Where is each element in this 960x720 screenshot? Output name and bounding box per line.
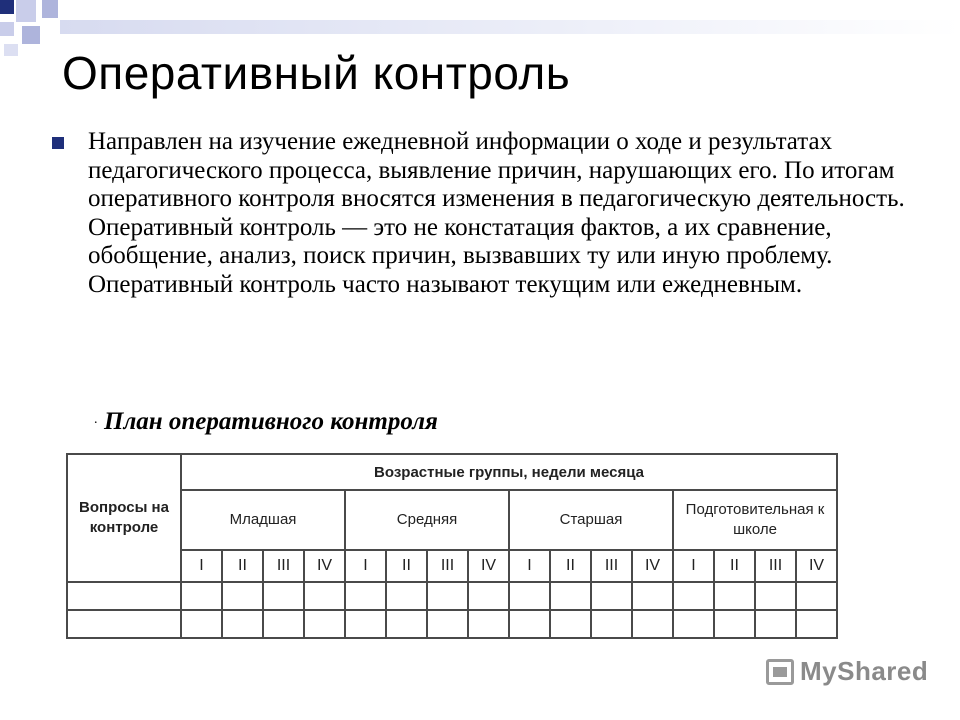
table-cell (263, 582, 304, 610)
table-cell (550, 610, 591, 638)
week-header: IV (632, 550, 673, 582)
week-header: II (222, 550, 263, 582)
week-header: I (181, 550, 222, 582)
body-paragraph: Направлен на изучение ежедневной информации о ходе и результатах педагогического процесса, выявление причин, нарушающих его. По итогам оперативного контроля вносятся изменения в педагогическую деятельность. Оперативный контроль — это не констатация фактов, а их сравнение, обобщение, анализ, поиск причин, вызвавших ту или иную проблему. Оперативный контроль часто называют текущим или ежедневным. (88, 128, 905, 298)
table-cell (509, 610, 550, 638)
table-cell (345, 610, 386, 638)
table-cell (591, 582, 632, 610)
table-cell (181, 610, 222, 638)
week-header: III (427, 550, 468, 582)
bullet-square-icon (52, 137, 64, 149)
myshared-watermark[interactable] (766, 656, 928, 687)
table-cell (755, 582, 796, 610)
decor-square (42, 0, 58, 18)
week-header: III (591, 550, 632, 582)
table-cell (632, 610, 673, 638)
watermark-text: MyShared (800, 656, 929, 686)
week-header: IV (796, 550, 837, 582)
title-bar-decoration (60, 20, 960, 34)
table-cell (591, 610, 632, 638)
plan-dot: . (94, 412, 98, 427)
week-header: III (755, 550, 796, 582)
age-group-header: Младшая (181, 490, 345, 550)
table-cell (181, 582, 222, 610)
table-cell (304, 610, 345, 638)
table-cell (345, 582, 386, 610)
presentation-screen-icon (766, 659, 794, 685)
table-cell (673, 610, 714, 638)
week-header: II (550, 550, 591, 582)
decor-square (0, 0, 14, 14)
week-header: II (714, 550, 755, 582)
table-cell (550, 582, 591, 610)
week-header: I (509, 550, 550, 582)
week-header: I (345, 550, 386, 582)
table-cell (755, 610, 796, 638)
decor-square (22, 26, 40, 44)
plan-title: План оперативного контроля (104, 408, 438, 435)
week-header: III (263, 550, 304, 582)
table-cell (67, 610, 181, 638)
age-group-header: Старшая (509, 490, 673, 550)
table-row (67, 610, 837, 638)
age-group-header: Средняя (345, 490, 509, 550)
table-cell (427, 610, 468, 638)
table-cell (509, 582, 550, 610)
table-row (67, 582, 837, 610)
table-cell (714, 610, 755, 638)
week-header: IV (468, 550, 509, 582)
table-cell (222, 610, 263, 638)
table-cell (304, 582, 345, 610)
decor-square (0, 22, 14, 36)
table-cell (67, 582, 181, 610)
control-plan-table (66, 453, 838, 639)
table-cell (222, 582, 263, 610)
table-cell (796, 610, 837, 638)
decor-square (4, 44, 18, 56)
table-group-header: Возрастные группы, недели месяца (181, 454, 837, 490)
table-cell (468, 610, 509, 638)
age-group-header: Подготовительная к школе (673, 490, 837, 550)
table-cell (263, 610, 304, 638)
slide-title: Оперативный контроль (62, 47, 571, 99)
table-cell (386, 610, 427, 638)
table-cell (427, 582, 468, 610)
table-cell (386, 582, 427, 610)
week-header: II (386, 550, 427, 582)
table-cell (714, 582, 755, 610)
decor-square (16, 0, 36, 22)
table-cell (468, 582, 509, 610)
table-corner-label: Вопросы на контроле (67, 454, 181, 582)
table-cell (796, 582, 837, 610)
table-cell (673, 582, 714, 610)
table-cell (632, 582, 673, 610)
week-header: IV (304, 550, 345, 582)
week-header: I (673, 550, 714, 582)
